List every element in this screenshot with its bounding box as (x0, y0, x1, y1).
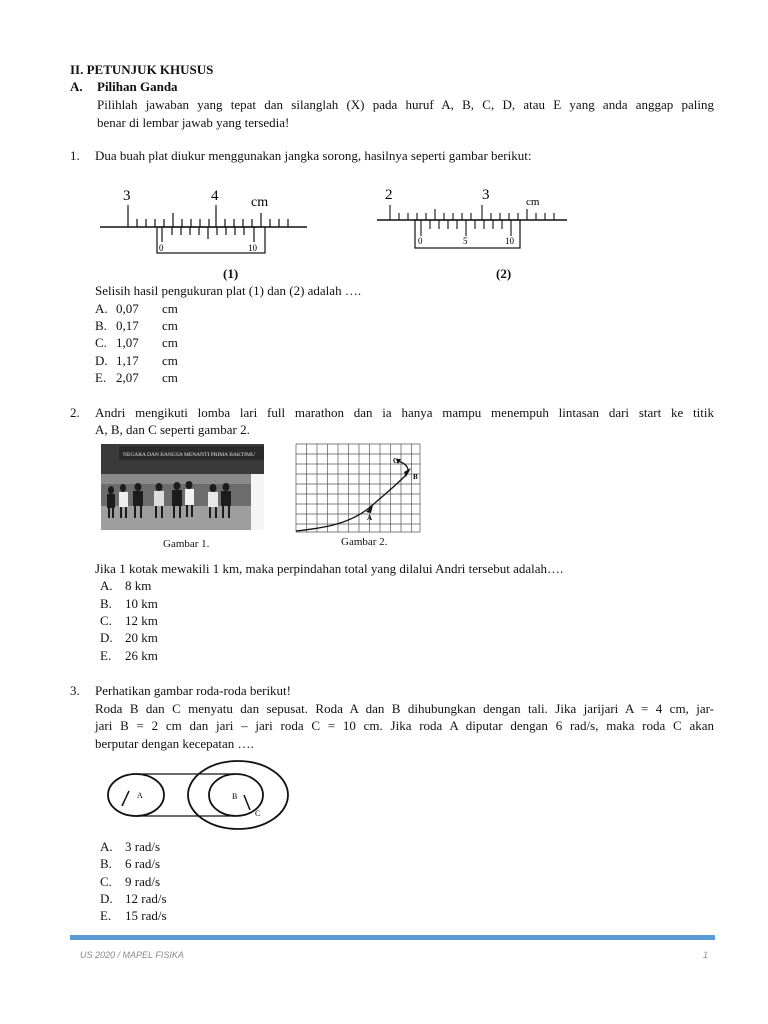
footer-page-number: 1 (703, 950, 709, 960)
q3-line-1: Perhatikan gambar roda-roda berikut! (95, 683, 292, 698)
option-value: 3 rad/s (125, 839, 161, 854)
option-value: 9 rad/s (125, 874, 161, 889)
displacement-grid (294, 442, 422, 534)
option-letter: B. (100, 596, 112, 611)
option-unit: cm (162, 370, 178, 385)
figure-1-caption: (1) (223, 266, 239, 281)
wheel-c-label: C (255, 809, 261, 818)
section-title: II. PETUNJUK KHUSUS (70, 62, 214, 77)
option-letter: D. (100, 891, 113, 906)
q3-line-3: jari B = 2 cm dan jari – jari roda C = 10 cm. Jika roda A diputar dengan 6 rad/s, maka roda C akan (95, 718, 714, 733)
option-value: 0,07 (116, 301, 139, 316)
q1-text: Dua buah plat diukur menggunakan jangka sorong, hasilnya seperti gambar berikut: (95, 148, 532, 163)
option-letter: B. (95, 318, 107, 333)
vernier-label-0: 0 (159, 243, 164, 253)
option-unit: cm (162, 335, 178, 350)
wheel-a-label: A (137, 791, 143, 800)
main-label-a: 3 (123, 188, 131, 204)
wheel-b-label: B (232, 792, 238, 801)
q2-number: 2. (70, 405, 80, 420)
gambar-2-caption: Gambar 2. (341, 536, 388, 548)
instruction-line-2: benar di lembar jawab yang tersedia! (97, 115, 290, 130)
grid-lines (296, 444, 420, 532)
vernier-ticks (421, 220, 511, 236)
footer-divider (70, 935, 715, 940)
subsection-letter: A. (70, 79, 83, 94)
wheel-c (188, 761, 288, 829)
point-a-label: A (367, 514, 373, 522)
wheel-a (108, 774, 164, 816)
option-value: 12 km (125, 613, 158, 628)
option-letter: E. (100, 908, 112, 923)
q3-line-4: berputar dengan kecepatan …. (95, 736, 254, 751)
subsection-title: Pilihan Ganda (97, 79, 178, 94)
option-letter: D. (100, 630, 113, 645)
option-letter: E. (100, 648, 112, 663)
option-letter: C. (95, 335, 107, 350)
option-value: 8 km (125, 578, 152, 593)
q1-question: Selisih hasil pengukuran plat (1) dan (2) adalah …. (95, 283, 362, 298)
wheels-figure (100, 758, 300, 838)
q2-question: Jika 1 kotak mewakili 1 km, maka perpindahan total yang dilalui Andri tersebut adalah…. (95, 561, 564, 576)
option-letter: A. (100, 839, 113, 854)
option-letter: C. (100, 613, 112, 628)
option-value: 2,07 (116, 370, 139, 385)
path-curve (296, 461, 408, 531)
figure-2-caption: (2) (496, 266, 512, 281)
option-value: 12 rad/s (125, 891, 167, 906)
option-letter: A. (95, 301, 108, 316)
q3-line-2: Roda B dan C menyatu dan sepusat. Roda A dan B dihubungkan dengan tali. Jika jarijari A = 4 cm, jar- (95, 701, 714, 716)
q3-number: 3. (70, 683, 80, 698)
option-letter: A. (100, 578, 113, 593)
option-value: 1,07 (116, 335, 139, 350)
option-unit: cm (162, 318, 178, 333)
vernier-label-10: 10 (505, 236, 514, 246)
vernier-caliper-figure-2 (375, 180, 570, 255)
gambar-1-caption: Gambar 1. (163, 538, 210, 550)
option-unit: cm (162, 353, 178, 368)
option-value: 1,17 (116, 353, 139, 368)
option-letter: E. (95, 370, 107, 385)
vernier-caliper-figure-1 (95, 180, 310, 260)
vernier-label-10: 10 (248, 243, 257, 253)
radius-a (122, 791, 129, 806)
option-letter: B. (100, 856, 112, 871)
option-value: 10 km (125, 596, 158, 611)
main-label-b: 3 (482, 187, 490, 203)
vernier-ticks (162, 227, 254, 242)
q2-text-line-1: Andri mengikuti lomba lari full marathon dan ia hanya mampu menempuh lintasan dari start ke titik (95, 405, 714, 420)
option-value: 20 km (125, 630, 158, 645)
option-value: 6 rad/s (125, 856, 161, 871)
option-value: 26 km (125, 648, 158, 663)
main-label-a: 2 (385, 187, 393, 203)
vernier-label-5: 5 (463, 236, 468, 246)
vernier-label-0: 0 (418, 236, 423, 246)
option-value: 0,17 (116, 318, 139, 333)
option-letter: C. (100, 874, 112, 889)
instruction-line-1: Pilihlah jawaban yang tepat dan silanglah (X) pada huruf A, B, C, D, atau E yang anda anggap paling (97, 97, 714, 112)
q1-number: 1. (70, 148, 80, 163)
q2-text-line-2: A, B, dan C seperti gambar 2. (95, 422, 250, 437)
unit-label: cm (526, 196, 540, 208)
point-c-label: C (393, 457, 399, 465)
photo-banner-text: NEGARA DAN BANGSA MENANTI PRIMA BAKTIMU (123, 452, 255, 458)
option-letter: D. (95, 353, 108, 368)
option-unit: cm (162, 301, 178, 316)
radius-b (244, 795, 250, 810)
footer-subject: US 2020 / MAPEL FISIKA (80, 950, 184, 960)
unit-label: cm (251, 195, 269, 210)
option-value: 15 rad/s (125, 908, 167, 923)
point-b-label: B (413, 473, 418, 481)
main-label-b: 4 (211, 188, 219, 204)
marathon-photo (101, 444, 264, 530)
